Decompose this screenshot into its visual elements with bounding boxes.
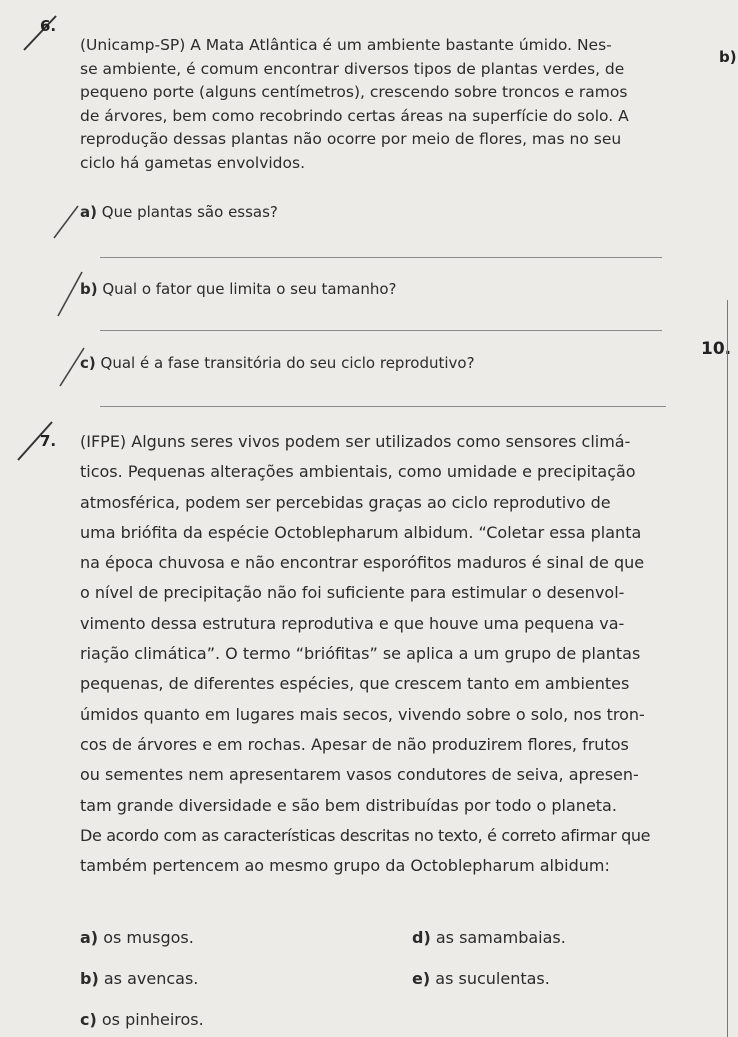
q7-option-e-label: e): [412, 969, 431, 988]
pen-stroke-a: [52, 200, 82, 240]
q7-line: ou sementes nem apresentarem vasos condutores de seiva, apresen-: [80, 765, 639, 785]
column-divider: [727, 300, 728, 1037]
side-item-b-label: b): [719, 48, 737, 66]
q6-line: reprodução dessas plantas não ocorre por meio de flores, mas no seu: [80, 130, 622, 148]
q6-line: de árvores, bem como recobrindo certas áreas na superfície do solo. A: [80, 106, 629, 125]
q7-option-e[interactable]: [412, 969, 550, 988]
q7-option-a-text: os musgos.: [103, 928, 194, 947]
q7-option-c-label: c): [80, 1010, 97, 1029]
q6-item-a-text: Que plantas são essas?: [101, 203, 278, 221]
q6-item-b-label: b): [80, 280, 98, 298]
q7-line: (IFPE) Alguns seres vivos podem ser utilizados como sensores climá-: [80, 432, 631, 451]
q7-line: riação climática”. O termo “briófitas” se aplica a um grupo de plantas: [80, 644, 641, 664]
q6-item-a-label: a): [80, 203, 97, 221]
q7-line: cos de árvores e em rochas. Apesar de não produzirem flores, frutos: [80, 734, 629, 754]
q6-answer-line-a[interactable]: [100, 257, 662, 258]
q6-line: pequeno porte (alguns centímetros), crescendo sobre troncos e ramos: [80, 83, 628, 101]
question-10-number: 10.: [701, 339, 732, 359]
q6-item-c-text: Qual é a fase transitória do seu ciclo reprodutivo?: [100, 354, 475, 372]
q6-line: (Unicamp-SP) A Mata Atlântica é um ambiente bastante úmido. Nes-: [80, 36, 612, 54]
q7-option-d-label: d): [412, 928, 431, 947]
q6-line: ciclo há gametas envolvidos.: [80, 153, 305, 172]
question-6-number: 6.: [40, 17, 57, 35]
q7-line: uma briófita da espécie Octoblepharum albidum. “Coletar essa planta: [80, 522, 642, 542]
q7-option-b[interactable]: [80, 969, 198, 988]
question-7-number: 7.: [40, 432, 57, 450]
q7-line: De acordo com as características descritas no texto, é correto afirmar que: [80, 825, 651, 845]
q6-item-c-label: c): [80, 354, 96, 372]
question-6-text: [80, 34, 629, 175]
q7-option-a-label: a): [80, 928, 99, 947]
q6-line: se ambiente, é comum encontrar diversos tipos de plantas verdes, de: [80, 59, 625, 78]
q7-line: pequenas, de diferentes espécies, que crescem tanto em ambientes: [80, 674, 630, 694]
q7-line: também pertencem ao mesmo grupo da Octoblepharum albidum:: [80, 856, 610, 876]
q7-line: na época chuvosa e não encontrar esporófitos maduros é sinal de que: [80, 553, 645, 573]
q7-line: tam grande diversidade e são bem distribuídas por todo o planeta.: [80, 795, 617, 815]
q6-answer-line-b[interactable]: [100, 330, 662, 331]
q6-answer-line-c[interactable]: [100, 406, 666, 407]
q7-option-c[interactable]: [80, 1010, 204, 1029]
q7-line: úmidos quanto em lugares mais secos, vivendo sobre o solo, nos tron-: [80, 704, 645, 724]
q6-item-c: [80, 354, 475, 372]
q7-option-e-text: as suculentas.: [435, 969, 550, 988]
q7-line: ticos. Pequenas alterações ambientais, como umidade e precipitação: [80, 462, 636, 482]
q6-item-a: [80, 203, 278, 221]
q7-option-c-text: os pinheiros.: [101, 1010, 204, 1029]
q7-line: o nível de precipitação não foi suficiente para estimular o desenvol-: [80, 583, 625, 603]
q6-item-b: [80, 280, 397, 298]
q6-item-b-text: Qual o fator que limita o seu tamanho?: [102, 280, 397, 298]
q7-option-a[interactable]: [80, 928, 194, 947]
question-7-text: [80, 427, 650, 881]
q7-line: vimento dessa estrutura reprodutiva e que houve uma pequena va-: [80, 613, 625, 633]
q7-line: atmosférica, podem ser percebidas graças ao ciclo reprodutivo de: [80, 492, 611, 512]
q7-option-d[interactable]: [412, 928, 566, 947]
q7-option-b-text: as avencas.: [103, 969, 199, 988]
q7-option-d-text: as samambaias.: [435, 928, 566, 947]
q7-option-b-label: b): [80, 969, 99, 988]
